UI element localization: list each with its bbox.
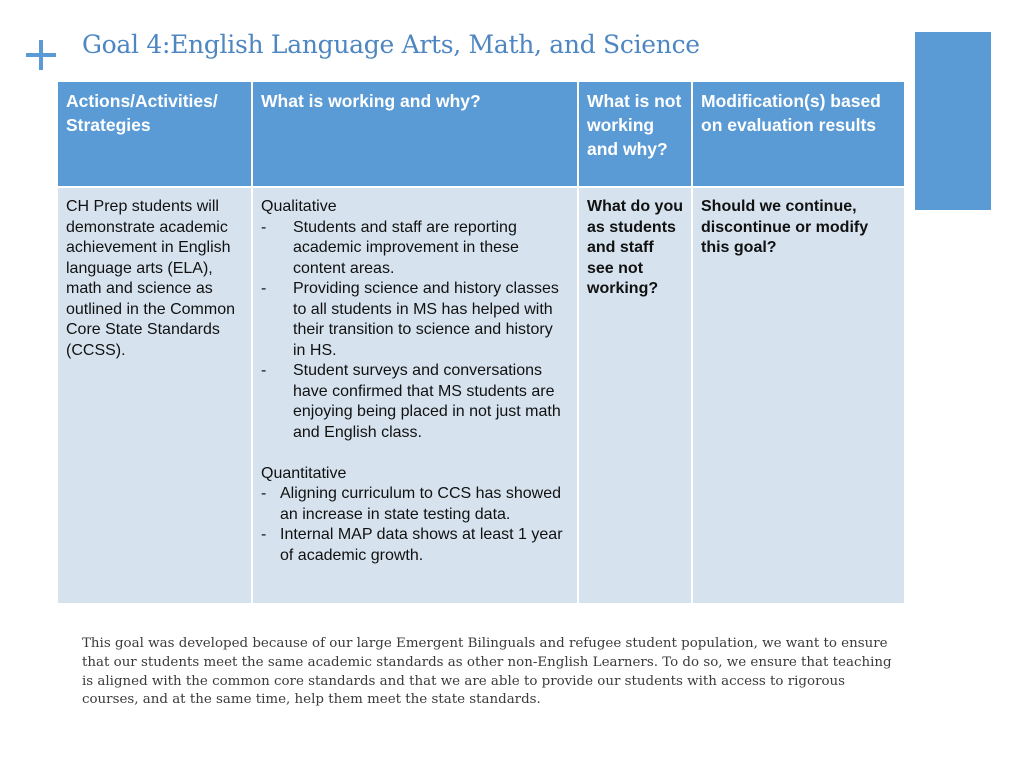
header-working: What is working and why? (252, 81, 578, 187)
list-item (261, 484, 569, 525)
list-item-text: Internal MAP data shows at least 1 year of academic growth. (280, 526, 563, 564)
dash-bullet: - (261, 218, 267, 236)
list-item (261, 218, 569, 280)
page-title: Goal 4:English Language Arts, Math, and Science (82, 30, 700, 59)
header-not-working: What is not working and why? (578, 81, 692, 187)
qualitative-label: Qualitative (261, 198, 337, 215)
qualitative-list (261, 218, 569, 444)
table-header-row (57, 81, 905, 187)
footer-note: This goal was developed because of our large Emergent Bilinguals and refugee student population, we want to ensure that our students meet the same academic standards as other non-English Learners. To do so, we ensure that teaching is aligned with the common core standards and that we are able to provide our students with access to rigorous courses, and at the same time, help them meet the state standards. (82, 636, 892, 708)
list-item-text: Student surveys and conversations have confirmed that MS students are enjoying being placed in not just math and English class. (293, 362, 561, 441)
quantitative-list (261, 484, 569, 566)
quantitative-label: Quantitative (261, 464, 347, 482)
header-modifications: Modification(s) based on evaluation results (692, 81, 905, 187)
table-row (57, 187, 905, 604)
cell-actions: CH Prep students will demonstrate academic achievement in English language arts (ELA), math and science as outlined in the Common Core State Standards (CCSS). (57, 187, 252, 604)
list-item-text: Students and staff are reporting academic improvement in these content areas. (293, 218, 519, 277)
list-item (261, 525, 569, 566)
dash-bullet: - (261, 280, 267, 297)
list-item-text: Providing science and history classes to all students in MS has helped with their transition to science and history in HS. (293, 280, 559, 359)
decorative-accent-bar (915, 32, 991, 210)
goal-table (56, 80, 906, 605)
dash-bullet: - (261, 485, 267, 502)
header-actions: Actions/Activities/ Strategies (57, 81, 252, 187)
list-item (261, 279, 569, 361)
cell-working (252, 187, 578, 604)
cell-modifications: Should we continue, discontinue or modify this goal? (692, 187, 905, 604)
plus-icon (26, 40, 56, 70)
cell-not-working: What do you as students and staff see not working? (578, 187, 692, 604)
list-item (261, 361, 569, 443)
dash-bullet: - (261, 362, 267, 379)
dash-bullet: - (261, 526, 267, 543)
list-item-text: Aligning curriculum to CCS has showed an increase in state testing data. (280, 485, 562, 523)
